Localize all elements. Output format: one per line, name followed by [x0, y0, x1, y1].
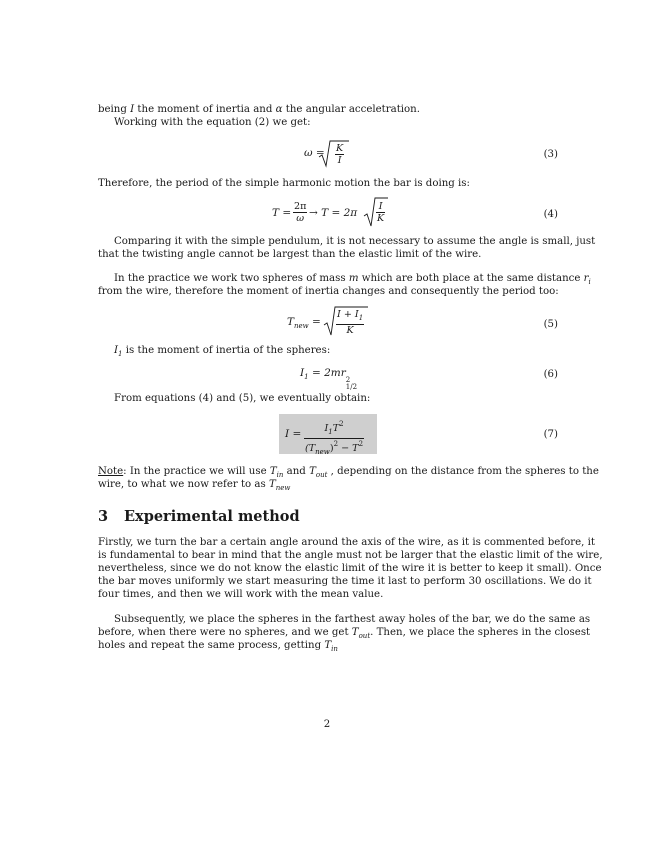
paragraph-line: Firstly, we turn the bar a certain angle around the axis of the wire, as it is commented before, it: [98, 537, 595, 548]
fraction: 2π ω: [294, 201, 307, 224]
paragraph-line: holes and repeat the same process, getting $T_{in}$: [98, 640, 338, 653]
paragraph-line: In the practice we work two spheres of mass m which are both place at the same distance $r_i$: [114, 273, 591, 286]
equation-number: (6): [543, 369, 558, 380]
page-number: 2: [323, 719, 331, 730]
paragraph-line: from the wire, therefore the moment of inertia changes and consequently the period too:: [98, 286, 559, 297]
note-line: Note: In the practice we will use $T_{in}$ and $T_{out}$ , depending on the distance from the spheres to the: [98, 466, 599, 479]
paragraph-line: nevertheless, since we do not know the elastic limit of the wire it is better to keep it small). Once: [98, 563, 602, 574]
paragraph-line: $I_1$ is the moment of inertia of the spheres:: [114, 345, 331, 358]
paragraph-line: before, when there were no spheres, and we get $T_{out}$. Then, we place the spheres in the closest: [98, 627, 591, 640]
fraction: I K: [377, 201, 385, 224]
equation-number: (5): [543, 319, 558, 330]
paragraph-line: From equations (4) and (5), we eventually obtain:: [114, 393, 371, 404]
paragraph-line: four times, and then we will work with the mean value.: [98, 589, 384, 600]
section-heading: 3 Experimental method: [98, 508, 300, 525]
note-label: Note: [98, 466, 124, 477]
equation-number: (3): [543, 149, 558, 160]
note-line: wire, to what we now refer to as $T_{new}$: [98, 479, 291, 492]
paragraph-line: Therefore, the period of the simple harmonic motion the bar is doing is:: [98, 178, 470, 189]
paragraph-line: that the twisting angle cannot be largest than the elastic limit of the wire.: [98, 249, 482, 260]
fraction: $I + I_1$ K: [337, 309, 364, 336]
equation-number: (7): [543, 429, 558, 440]
sqrt-sign: [319, 140, 349, 170]
paragraph-line: Working with the equation (2) we get:: [114, 117, 311, 128]
document-page: being I the moment of inertia and α the angular acceletration. Working with the equation (2) we get: ω = K I (3) Therefore, the period of the simple harmonic motion the bar is doing is: T = 2π ω → T = 2π I K (4) Comparing it with the simple pendulum, it is not necessary to assume the angle is small, just that the twisting angle cannot be largest than the elastic limit of the wire. In the practice we work two spheres of mass m which are both place at the same distance $r_i$ from the wire, therefore the moment of inertia changes and consequently the period too: $T_{new}$ = $I + I_1$ K (5) $I_1$ is the moment of inertia of the spheres: $I_1 = 2mr$ 2 1/2 (6) From equations (4) and (5), we eventually obtain: I = $I_1T^2$ $(T_{new})^2 - T^2$ (7) Note: In the practice we will use $T_{in}$ and $T_{out}$ , depending on the distance from the spheres to the wire, to what we now refer to as $T_{new}$ 3 Experimental method Firstly, we turn the bar a certain angle around the axis of the wire, as it is commented before, it is fundamental to bear in mind that the angle must not be larger that the elastic limit of the wire, nevertheless, since we do not know the elastic limit of the wire it is better to keep it small). Once the bar moves uniformly we start measuring the time it last to perform 30 oscillations. We do it four times, and then we will work with the mean value. Subsequently, we place the spheres in the farthest away holes of the bar, we do the same as before, when there were no spheres, and we get $T_{out}$. Then, we place the spheres in the closest holes and repeat the same process, getting $T_{in}$ 2: [98, 104, 603, 730]
paragraph-line: the bar moves uniformly we start measuring the time it last to perform 30 oscillations. We do it: [98, 576, 592, 587]
fraction: $I_1T^2$ $(T_{new})^2 - T^2$: [305, 420, 364, 456]
equation-6: $I_1 = 2mr$ 2 1/2: [300, 367, 358, 391]
paragraph-line: being I the moment of inertia and α the angular acceletration.: [98, 104, 420, 115]
fraction: K I: [336, 143, 344, 166]
paragraph-line: Comparing it with the simple pendulum, it is not necessary to assume the angle is small, just: [114, 236, 596, 247]
paragraph-line: is fundamental to bear in mind that the angle must not be larger that the elastic limit of the wire,: [98, 550, 603, 561]
paragraph-line: Subsequently, we place the spheres in the farthest away holes of the bar, we do the same as: [114, 614, 591, 625]
equation-number: (4): [543, 209, 558, 220]
